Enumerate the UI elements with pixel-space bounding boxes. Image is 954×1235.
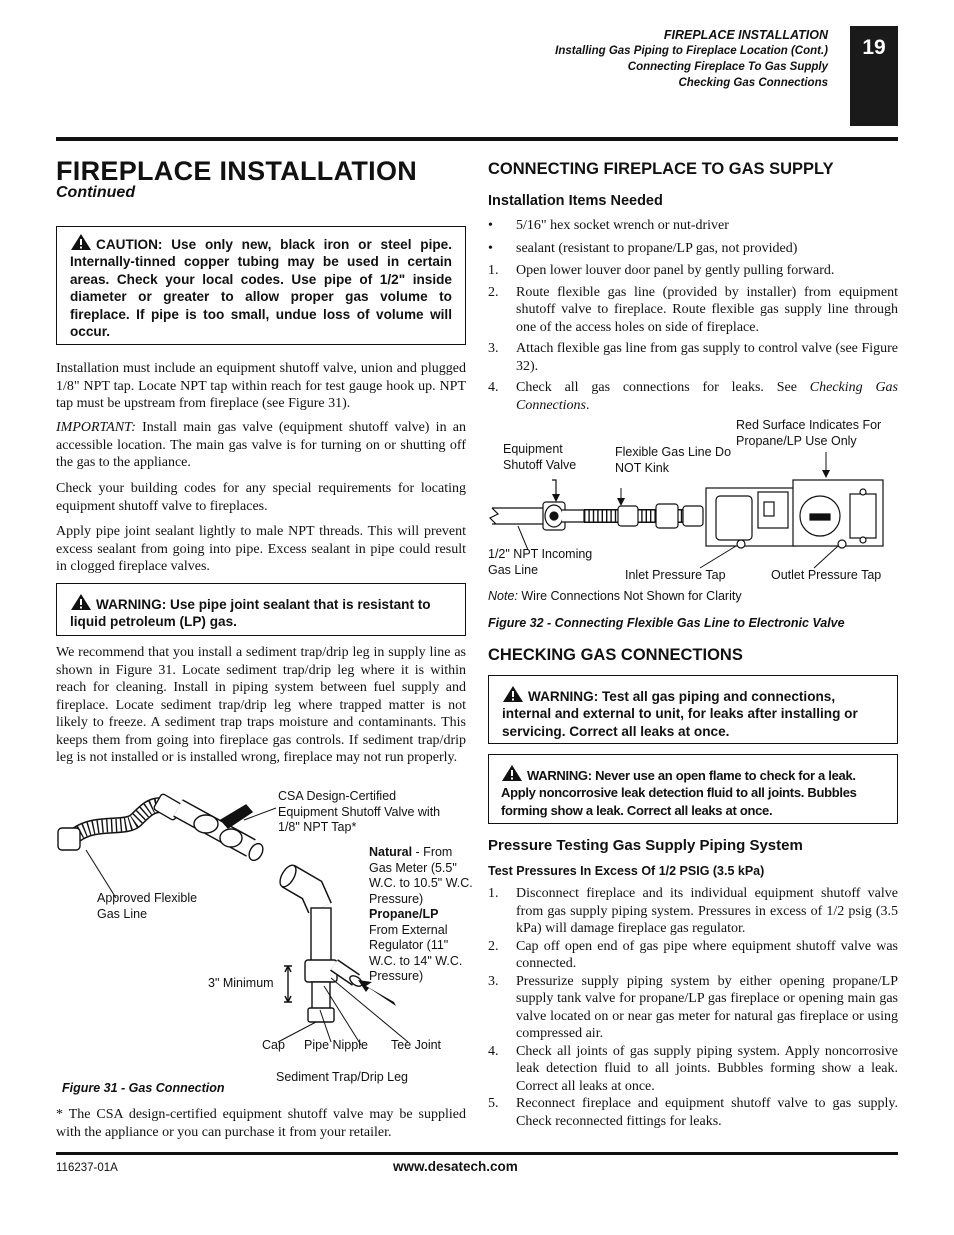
para-shutoff-valve: Installation must include an equipment shutoff valve, union and plugged 1/8" NPT tap. Locate NPT tap within reach for test gauge hook up. NPT tap must be upstream from fireplace (see Figure 31). <box>56 361 466 411</box>
doc-number: 116237-01A <box>56 1162 118 1174</box>
para-important <box>56 419 466 472</box>
label-equipment-valve: Equipment Shutoff Valve <box>503 442 577 472</box>
list-item: 2. Cap off open end of gas pipe where equipment shutoff valve was connected. <box>488 938 898 971</box>
list-item: • sealant (resistant to propane/LP gas, not provided) <box>488 240 798 256</box>
figure-32-caption: Figure 32 - Connecting Flexible Gas Line to Electronic Valve <box>488 616 845 630</box>
list-item: 1. Disconnect fireplace and its individual equipment shutoff valve from gas supply piping system. Pressures in excess of 1/2 psig (3.5 kPa) will damage fireplace gas regulator. <box>488 886 898 936</box>
page-number: 19 <box>862 36 886 59</box>
note-text: Wire Connections Not Shown for Clarity <box>517 589 742 603</box>
pressure-steps <box>488 885 898 1130</box>
label-inlet-tap: Inlet Pressure Tap <box>625 568 726 582</box>
subheading-test-pressures: Test Pressures In Excess Of 1/2 PSIG (3.5 kPa) <box>488 864 765 878</box>
label-outlet-tap: Outlet Pressure Tap <box>771 568 882 582</box>
para-sediment-trap: We recommend that you install a sediment trap/drip leg in supply line as shown in Figure 31. Locate sediment trap/drip leg where it is within reach for cleaning. Install in piping system between fuel supply and fireplace. Locate sediment trap/drip leg where trapped matter is not likely to freeze. A sediment trap traps moisture and contaminants. This keeps them from going into fireplace gas controls. If sediment trap/drip leg is not installed or is installed wrong, fireplace may not run properly. <box>56 645 466 765</box>
running-header <box>555 27 828 91</box>
label-shutoff-valve: CSA Design-Certified Equipment Shutoff Valve with 1/8" NPT Tap* <box>278 789 441 834</box>
subheading-pressure-testing: Pressure Testing Gas Supply Piping System <box>488 837 803 854</box>
list-item: 3. Attach flexible gas line from gas supply to control valve (see Figure 32). <box>488 341 898 374</box>
header-line-1: Installing Gas Piping to Fireplace Location (Cont.) <box>555 45 828 57</box>
warning-icon <box>70 593 92 611</box>
connect-steps <box>488 262 898 414</box>
note-label: Note: <box>488 589 518 603</box>
header-rule <box>56 137 898 141</box>
list-item: 4. Check all joints of gas supply piping system. Apply noncorrosive leak detection fluid to all joints. Bubbles forming show a leak. Correct all leaks at once. <box>488 1043 898 1094</box>
header-line-2: Connecting Fireplace To Gas Supply <box>627 61 828 73</box>
header-line-3: Checking Gas Connections <box>678 77 828 89</box>
warning-icon <box>501 764 523 782</box>
caution-box <box>56 226 466 345</box>
page-title: FIREPLACE INSTALLATION <box>56 156 418 186</box>
important-text: Install main gas valve (equipment shutoff valve) in an accessible location. The main gas valve is for turning on or shutting off the gas to the appliance. <box>56 420 466 470</box>
warning-test-text: WARNING: Test all gas piping and connections, internal and external to unit, for leaks after installing or servicing. Correct all leaks at once. <box>502 689 858 739</box>
list-item: 1. Open lower louver door panel by gently pulling forward. <box>488 263 835 278</box>
warning-sealant-text: WARNING: Use pipe joint sealant that is resistant to liquid petroleum (LP) gas. <box>70 597 431 630</box>
warning-box-test <box>488 675 898 744</box>
page-subtitle: Continued <box>56 184 136 201</box>
para-building-codes: Check your building codes for any special requirements for locating equipment shutoff valve to fireplaces. <box>56 481 466 514</box>
list-item: 4. Check all gas connections for leaks. See Checking Gas Connections. <box>488 380 899 413</box>
list-item: 3. Pressurize supply piping system by either opening propane/LP supply tank valve for propane/LP gas fireplace or opening main gas valve located on or near gas meter for natural gas fireplace or using compressed air. <box>488 973 898 1041</box>
warning-box-flame <box>488 754 898 824</box>
footnote: * The CSA design-certified equipment shutoff valve may be supplied with the appliance or you can purchase it from your retailer. <box>56 1107 466 1140</box>
list-item: 2. Route flexible gas line (provided by installer) from equipment shutoff valve to fireplace. Route flexible gas supply line through one of the access holes on side of fireplace. <box>488 284 898 335</box>
warning-icon <box>502 685 524 703</box>
important-label: IMPORTANT: <box>56 420 136 435</box>
natural-head: Natural <box>369 845 413 859</box>
warning-box-sealant <box>56 583 466 636</box>
label-red-surface: Red Surface Indicates For Propane/LP Use Only <box>736 418 882 448</box>
label-natural-gas <box>369 845 473 907</box>
label-3in-minimum: 3" Minimum <box>208 976 274 990</box>
label-npt-incoming: 1/2" NPT Incoming Gas Line <box>488 547 593 577</box>
natural-text: - From Gas Meter (5.5" W.C. to 10.5" W.C. Pressure) <box>369 845 473 906</box>
label-flexible-line: Approved Flexible Gas Line <box>97 891 198 921</box>
label-sediment-trap: Sediment Trap/Drip Leg <box>276 1070 409 1084</box>
heading-connecting: CONNECTING FIREPLACE TO GAS SUPPLY <box>488 160 834 178</box>
subheading-items-needed: Installation Items Needed <box>488 193 663 209</box>
heading-checking: CHECKING GAS CONNECTIONS <box>488 646 743 664</box>
list-item: • 5/16" hex socket wrench or nut-driver <box>488 218 729 233</box>
warning-flame-text: WARNING: Never use an open flame to check for a leak. Apply noncorrosive leak detection fluid to all joints. Bubbles forming show a leak. Correct all leaks at once. <box>501 768 857 818</box>
figure-31-caption: Figure 31 - Gas Connection <box>62 1081 225 1095</box>
para-sealant: Apply pipe joint sealant lightly to male NPT threads. This will prevent excess sealant from going into pipe. Excess sealant in pipe could result in clogged fireplace valves. <box>56 524 466 574</box>
page-number-tab <box>850 26 898 126</box>
propane-head: Propane/LP <box>369 907 439 921</box>
header-section: FIREPLACE INSTALLATION <box>663 28 828 42</box>
label-cap: Cap <box>262 1038 285 1052</box>
footer-rule <box>56 1152 898 1155</box>
label-pipe-nipple: Pipe Nipple <box>304 1038 368 1052</box>
items-list <box>488 217 898 257</box>
propane-text: From External Regulator (11" W.C. to 14" W.C. Pressure) <box>369 922 463 983</box>
website-link[interactable]: www.desatech.com <box>393 1159 518 1174</box>
label-tee-joint: Tee Joint <box>391 1038 442 1052</box>
warning-icon <box>70 233 92 251</box>
figure-32-note <box>488 589 742 605</box>
caution-text: CAUTION: Use only new, black iron or steel pipe. Internally-tinned copper tubing may be used in certain areas. Check your local codes. Use pipe of 1/2" inside diameter or greater to allow proper gas volume to fireplace. If pipe is too small, undue loss of volume will occur. <box>70 237 452 340</box>
label-propane <box>369 907 477 985</box>
label-flexible-gas-line: Flexible Gas Line Do NOT Kink <box>615 445 732 475</box>
list-item: 5. Reconnect fireplace and equipment shutoff valve to gas supply. Check reconnected fittings for leaks. <box>488 1096 898 1129</box>
